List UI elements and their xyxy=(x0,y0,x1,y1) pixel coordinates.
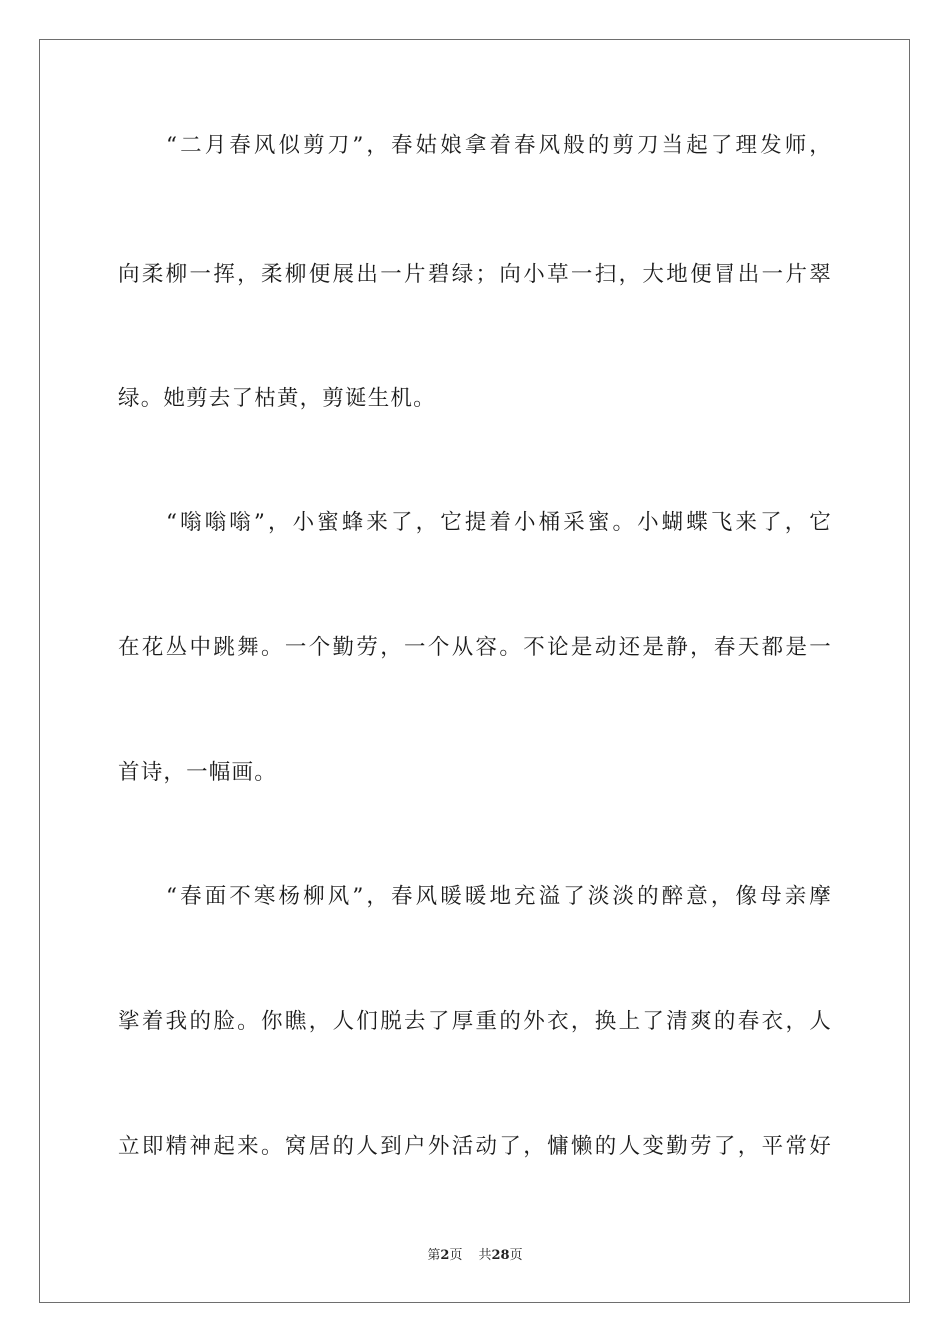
paragraph-1-line-1: “二月春风似剪刀”，春姑娘拿着春风般的剪刀当起了理发师， xyxy=(166,133,832,158)
paragraph-3-line-2: 挲着我的脸。你瞧，人们脱去了厚重的外衣，换上了清爽的春衣，人 xyxy=(118,1009,832,1034)
footer-page-suffix: 页 xyxy=(449,1248,463,1263)
paragraph-2-line-3: 首诗，一幅画。 xyxy=(118,760,277,785)
page-footer xyxy=(0,1246,950,1266)
paragraph-3-line-3: 立即精神起来。窝居的人到户外活动了，慵懒的人变勤劳了，平常好 xyxy=(118,1134,832,1159)
paragraph-3-line-1: “春面不寒杨柳风”，春风暖暖地充溢了淡淡的醉意，像母亲摩 xyxy=(166,884,832,909)
paragraph-1-line-3: 绿。她剪去了枯黄，剪诞生机。 xyxy=(118,386,436,411)
footer-page-number: 2 xyxy=(440,1248,450,1263)
footer-total-prefix: 共 xyxy=(478,1248,492,1263)
paragraph-1-line-2: 向柔柳一挥，柔柳便展出一片碧绿；向小草一扫，大地便冒出一片翠 xyxy=(118,262,832,287)
footer-page-prefix: 第 xyxy=(427,1248,441,1263)
footer-total-suffix: 页 xyxy=(509,1248,523,1263)
page-border xyxy=(39,39,910,1303)
footer-total-pages: 28 xyxy=(491,1248,510,1263)
paragraph-2-line-2: 在花丛中跳舞。一个勤劳，一个从容。不论是动还是静，春天都是一 xyxy=(118,635,832,660)
paragraph-2-line-1: “嗡嗡嗡”，小蜜蜂来了，它提着小桶采蜜。小蝴蝶飞来了，它 xyxy=(166,510,832,535)
